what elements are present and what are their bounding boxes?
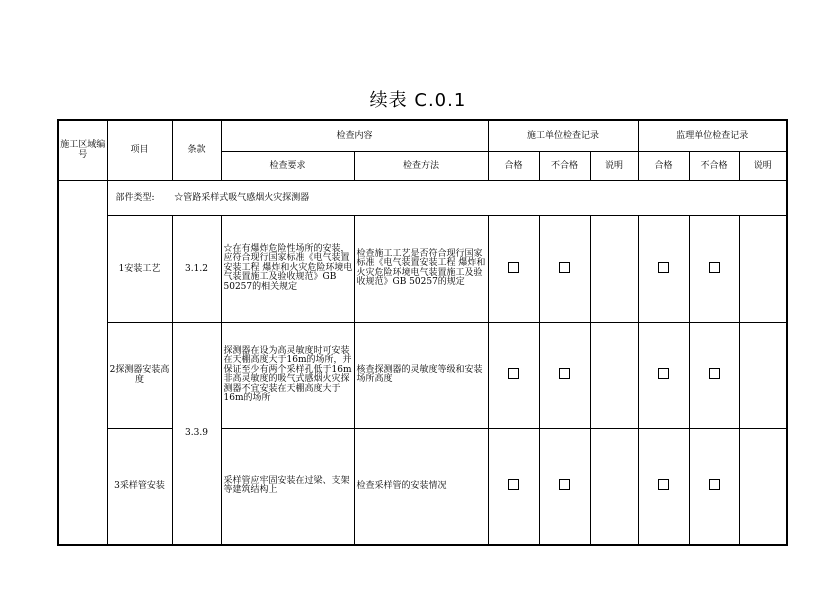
checkbox[interactable] [709,262,720,273]
area-code-cell [58,180,107,545]
checkbox[interactable] [508,479,519,490]
row3-supervision-note[interactable] [739,428,787,545]
header-supervision-record: 监理单位检查记录 [638,120,787,151]
row2-construction-fail[interactable] [539,322,590,428]
header-item: 项目 [107,120,172,180]
row2-item: 2探测器安装高度 [107,322,172,428]
row2-construction-note[interactable] [590,322,638,428]
header-supervision-note: 说明 [739,151,787,180]
row3-item: 3采样管安装 [107,428,172,545]
header-clause: 条款 [172,120,221,180]
row3-requirement: 采样管应牢固安装在过梁、支架等建筑结构上 [221,428,354,545]
row2-supervision-note[interactable] [739,322,787,428]
header-construction-fail: 不合格 [539,151,590,180]
row1-supervision-fail[interactable] [689,215,739,322]
page-title: 续表 C.0.1 [369,90,467,111]
row3-construction-fail[interactable] [539,428,590,545]
checkbox[interactable] [658,368,669,379]
checkbox[interactable] [508,262,519,273]
row3-supervision-fail[interactable] [689,428,739,545]
row2-method: 核查探测器的灵敏度等级和安装场所高度 [354,322,488,428]
component-type-row [107,180,787,215]
header-construction-note: 说明 [590,151,638,180]
row3-supervision-pass[interactable] [638,428,689,545]
row1-supervision-note[interactable] [739,215,787,322]
header-area: 施工区域编号 [58,120,107,180]
row1-clause: 3.1.2 [172,215,221,322]
header-supervision-pass: 合格 [638,151,689,180]
header-supervision-fail: 不合格 [689,151,739,180]
row1-construction-pass[interactable] [488,215,539,322]
checkbox[interactable] [559,368,570,379]
header-method: 检查方法 [354,151,488,180]
checkbox[interactable] [559,479,570,490]
row3-construction-pass[interactable] [488,428,539,545]
header-requirement: 检查要求 [221,151,354,180]
checkbox[interactable] [658,479,669,490]
header-construction-record: 施工单位检查记录 [488,120,638,151]
component-type-label: 部件类型: [115,192,155,203]
row3-method: 检查采样管的安装情况 [354,428,488,545]
inspection-table [57,119,788,546]
row3-construction-note[interactable] [590,428,638,545]
row2-requirement: 探测器在设为高灵敏度时可安装在天棚高度大于16m的场所，并保证至少有两个采样孔低于16m 非高灵敏度的吸气式感烟火灾探测器不宜安装在天棚高度大于16m的场所 [221,322,354,428]
checkbox[interactable] [709,368,720,379]
checkbox[interactable] [658,262,669,273]
row1-construction-fail[interactable] [539,215,590,322]
row1-construction-note[interactable] [590,215,638,322]
row1-requirement: ☆在有爆炸危险性场所的安装，应符合现行国家标准《电气装置安装工程 爆炸和火灾危险环境电气装置施工及验收规范》GB 50257的相关规定 [221,215,354,322]
row1-supervision-pass[interactable] [638,215,689,322]
header-construction-pass: 合格 [488,151,539,180]
checkbox[interactable] [508,368,519,379]
row2-supervision-pass[interactable] [638,322,689,428]
checkbox[interactable] [559,262,570,273]
header-inspection-content: 检查内容 [221,120,488,151]
row1-item: 1安装工艺 [107,215,172,322]
row2-3-clause: 3.3.9 [172,322,221,545]
row2-supervision-fail[interactable] [689,322,739,428]
checkbox[interactable] [709,479,720,490]
row2-construction-pass[interactable] [488,322,539,428]
row1-method: 检查施工工艺是否符合现行国家标准《电气装置安装工程 爆炸和火灾危险环境电气装置施工及验收规范》GB 50257的规定 [354,215,488,322]
component-type-value: ☆管路采样式吸气感烟火灾探测器 [174,192,310,203]
